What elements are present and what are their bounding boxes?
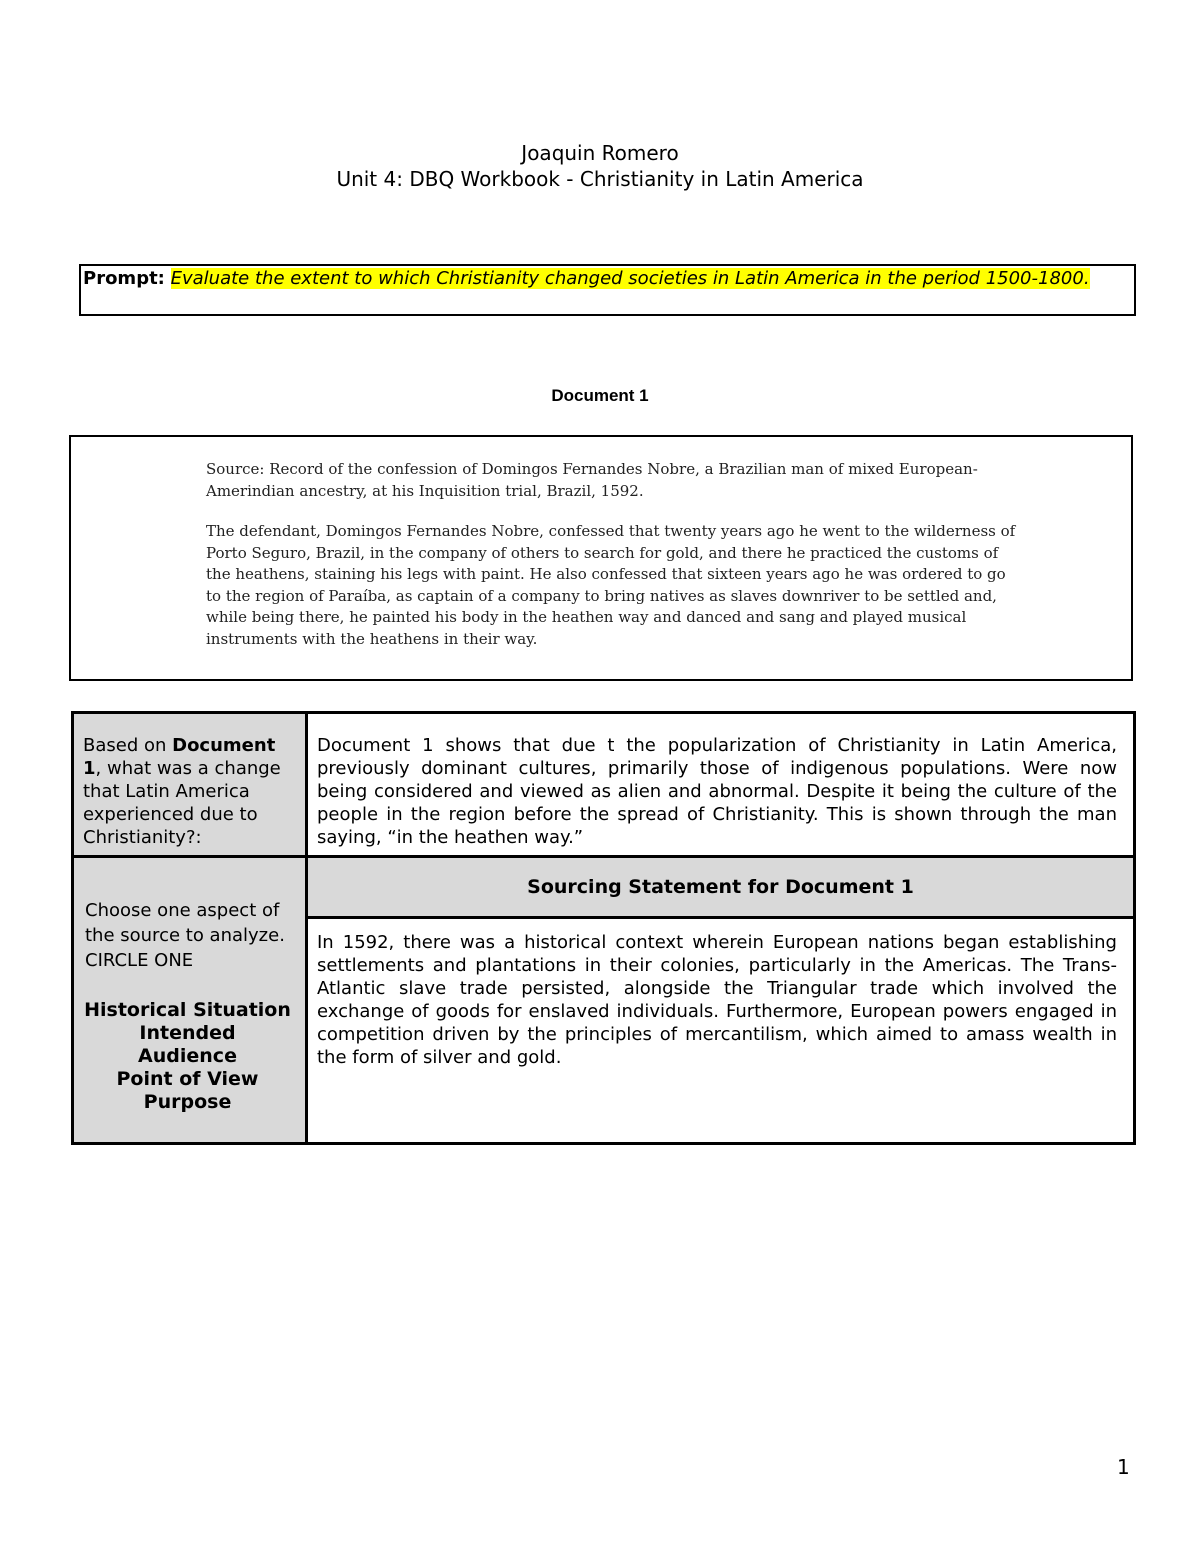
document-excerpt-box	[69, 435, 1133, 681]
question-suffix: , what was a change that Latin America experienced due to Christianity?:	[83, 758, 281, 848]
aspect-cell	[73, 857, 307, 1144]
author-name: Joaquin Romero	[521, 141, 679, 165]
document-title: Document 1	[551, 386, 649, 405]
question-cell	[73, 713, 307, 857]
circle-one-label: CIRCLE ONE	[85, 950, 194, 971]
aspect-options	[74, 999, 301, 1114]
question-answer-cell[interactable]: Document 1 shows that due t the popularization of Christianity in Latin America, previously dominant cultures, primarily those of indigenous populations. Were now being considered and viewed as alien and abnormal. Despite it being the culture of the people in the region before the spread of Christianity. This is shown through the man saying, “in the heathen way.”	[307, 713, 1135, 857]
prompt-box	[79, 264, 1136, 316]
page-title: Unit 4: DBQ Workbook - Christianity in Latin America	[336, 167, 864, 191]
sourcing-header-row	[73, 857, 1135, 918]
prompt-label: Prompt:	[83, 268, 165, 289]
sourcing-heading: Sourcing Statement for Document 1	[307, 857, 1135, 918]
option-point-of-view[interactable]: Point of View	[116, 1068, 259, 1090]
document-header	[0, 140, 1200, 192]
question-bold: Document 1	[83, 735, 276, 779]
aspect-instruction: Choose one aspect of the source to analyze.	[85, 900, 285, 946]
sourcing-answer-cell[interactable]: In 1592, there was a historical context wherein European nations began establishing settlements and plantations in their colonies, particularly in the Americas. The Trans-Atlantic slave trade persisted, alongside the Triangular trade which involved the exchange of goods for enslaved individuals. Furthermore, European powers engaged in competition driven by the principles of mercantilism, which aimed to amass wealth in the form of silver and gold.	[307, 918, 1135, 1144]
worksheet-table	[71, 711, 1136, 1145]
question-prefix: Based on	[83, 735, 173, 756]
document-source: Source: Record of the confession of Domingos Fernandes Nobre, a Brazilian man of mixed European-Amerindian ancestry, at his Inquisition trial, Brazil, 1592.	[206, 460, 978, 500]
option-intended-audience[interactable]: Intended Audience	[138, 1022, 237, 1067]
question-row	[73, 713, 1135, 857]
page-number: 1	[1117, 1455, 1130, 1479]
option-purpose[interactable]: Purpose	[143, 1091, 232, 1113]
prompt-text: Evaluate the extent to which Christianity changed societies in Latin America in the period 1500-1800.	[170, 268, 1090, 289]
document-body: The defendant, Domingos Fernandes Nobre, confessed that twenty years ago he went to the wilderness of Porto Seguro, Brazil, in the company of others to search for gold, and there he practiced the customs of the heathens, staining his legs with paint. He also confessed that sixteen years ago he was ordered to go to the region of Paraíba, as captain of a company to bring natives as slaves downriver to be settled and, while being there, he painted his body in the heathen way and danced and sang and played musical instruments with the heathens in their way.	[206, 522, 1016, 648]
option-historical-situation[interactable]: Historical Situation	[84, 999, 291, 1021]
